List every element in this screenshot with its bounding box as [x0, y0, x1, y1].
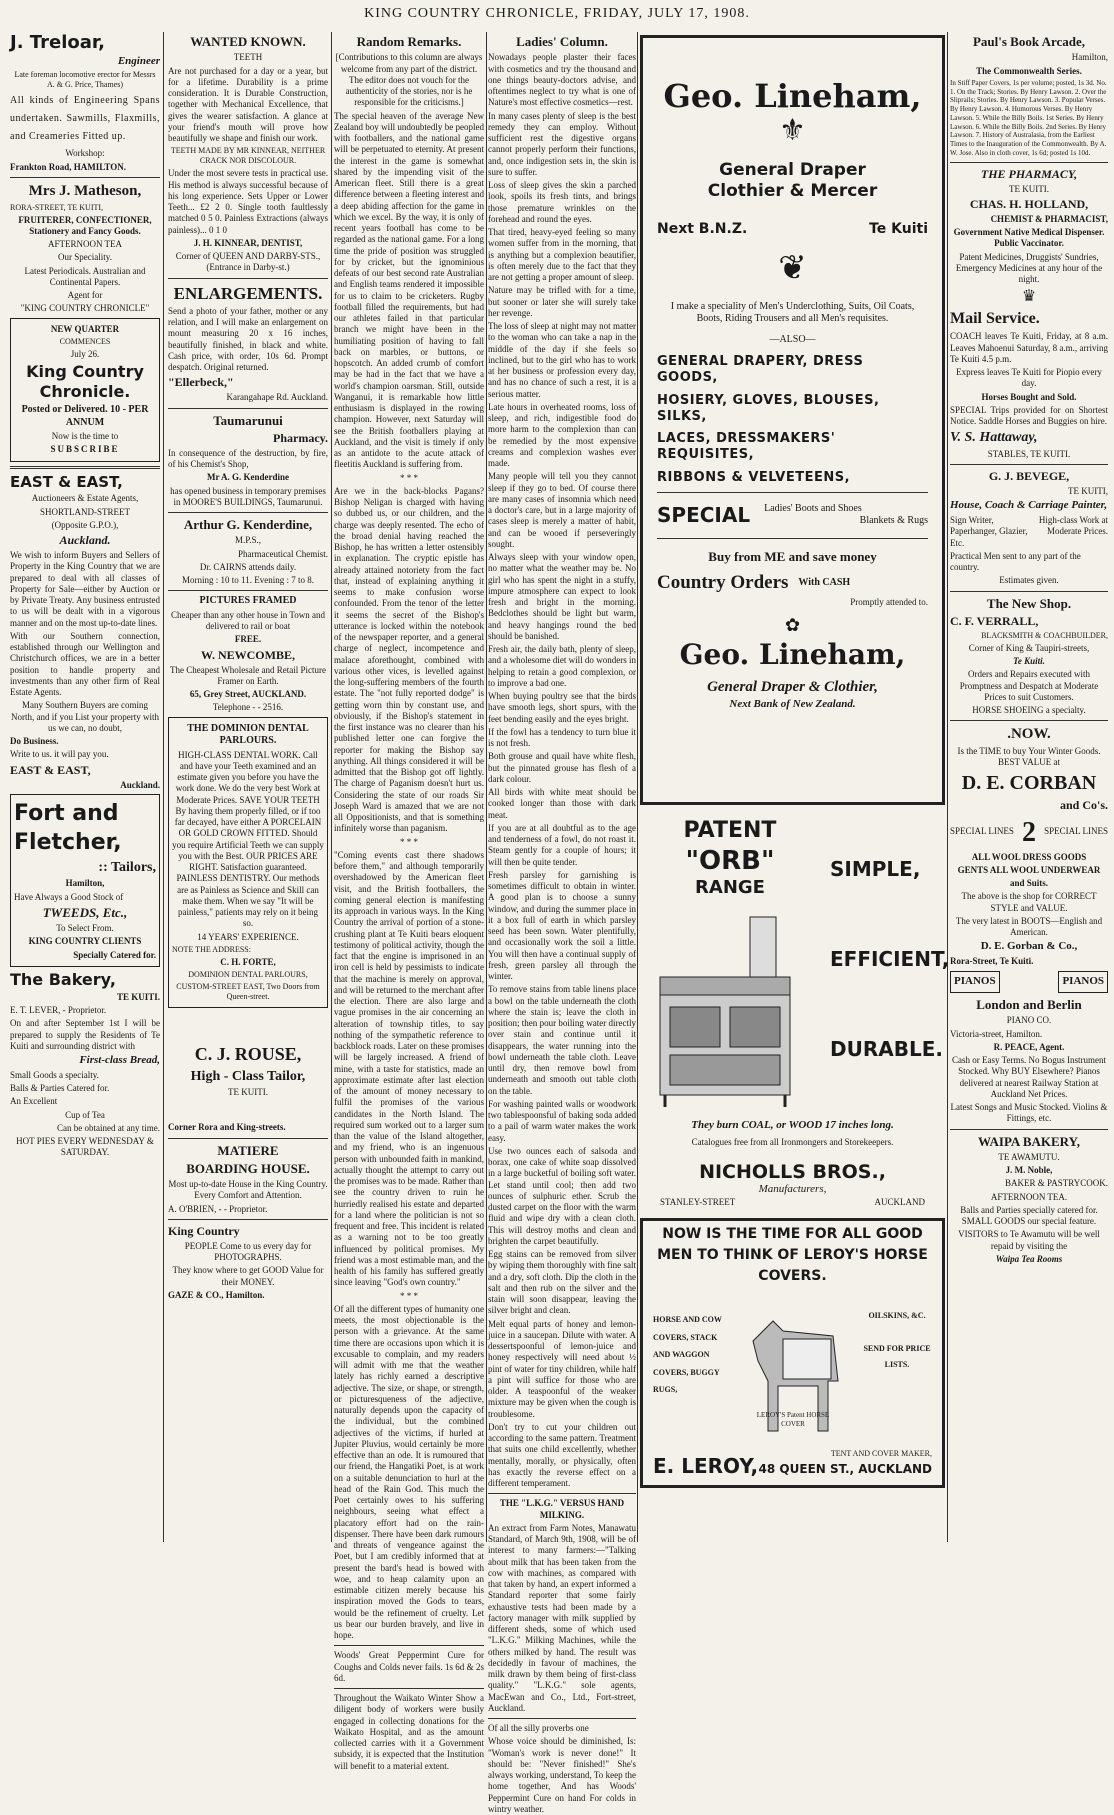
- rouse-name: C. J. ROUSE,: [194, 1044, 302, 1064]
- lc-p12: If the fowl has a tendency to turn blue it is not fresh.: [488, 726, 636, 748]
- dominion-box: [168, 717, 328, 1009]
- fort-role: :: Tailors,: [98, 859, 156, 875]
- bevege-name: G. J. BEVEGE,: [988, 469, 1070, 483]
- kinnear-name: J. H. KINNEAR, DENTIST,: [193, 237, 303, 248]
- coat-of-arms-icon: ♛: [1021, 288, 1037, 306]
- lb-addr: Victoria-street, Hamilton.: [950, 1028, 1043, 1039]
- fort-have: Have Always a Good Stock of: [14, 891, 124, 902]
- fort-city: Hamilton,: [65, 878, 105, 889]
- matheson-periodicals: Latest Periodicals. Australian and Continental Papers.: [24, 265, 146, 287]
- orb-burn: They burn COAL, or WOOD 17 inches long.: [691, 1119, 894, 1131]
- lineham-sp2: Blankets & Rugs: [859, 515, 928, 527]
- orb-name: "ORB": [685, 845, 775, 876]
- east-p3: Many Southern Buyers are coming North, and if you List your property with us we can, no doubt,: [11, 700, 159, 733]
- corban-sig: D. E. Gorban & Co.,: [980, 940, 1078, 953]
- matiere-house: BOARDING HOUSE.: [186, 1160, 310, 1176]
- leroy-addr: 48 QUEEN ST., AUCKLAND: [758, 1462, 932, 1476]
- pf-body: Cheaper than any other house in Town and delivered to rail or boat: [171, 609, 325, 631]
- bakery-town: TE KUITI.: [116, 991, 160, 1002]
- lc-p15: If you are at all doubtful as to the age and tenderness of a fowl, do not roast it. Steam gently for a couple of hours; it will then be quite tender.: [488, 822, 636, 867]
- lineham-next: Next B.N.Z.: [657, 220, 748, 237]
- rr-p6: Throughout the Waikato Winter Show a diligent body of workers were busily engaged in collecting donations for the Waikato Hospital, and as the amount collected carries with it a Government subsidy, it is expected that the Institution will benefit to a material extent.: [334, 1693, 484, 1771]
- shop-name: C. F. VERRALL,: [950, 613, 1039, 628]
- lb-songs: Latest Songs and Music Stocked. Violins & Fittings, etc.: [950, 1102, 1108, 1124]
- waipa-visit: VISITORS to Te Awamutu will be well repaid by visiting the: [958, 1229, 1100, 1251]
- treloar-workshop: Workshop:: [65, 148, 105, 159]
- pianos-box-1: PIANOS: [950, 971, 1000, 993]
- mail-horses: Horses Bought and Sold.: [981, 391, 1077, 402]
- kenderdine-mps: M.P.S.,: [234, 535, 261, 546]
- pharm-role: CHEMIST & PHARMACIST,: [990, 213, 1108, 224]
- waipa-town: TE AWAMUTU.: [998, 1151, 1060, 1162]
- fort-select: To Select From.: [56, 923, 114, 933]
- tulip-ornament-icon: ⚜: [779, 114, 806, 147]
- corban-wool2: GENTS ALL WOOL UNDERWEAR: [957, 864, 1101, 875]
- wanted-title: WANTED KNOWN.: [190, 34, 306, 49]
- lineham-role2: Clothier & Mercer: [707, 181, 878, 202]
- corban-name: D. E. CORBAN: [961, 771, 1097, 794]
- waipa-role: BAKER & PASTRYCOOK.: [1005, 1178, 1108, 1189]
- column-5: [640, 32, 950, 1542]
- matheson-trade: FRUITERER, CONFECTIONER, Stationery and Fancy Goods.: [18, 214, 152, 236]
- rr-p5: Woods' Great Peppermint Cure for Coughs and Colds never fails. 1s 6d & 2s 6d.: [334, 1650, 484, 1683]
- fort-name1: Fort and: [14, 800, 119, 826]
- lineham-l2: HOSIERY, GLOVES, BLOUSES, SILKS,: [657, 392, 880, 424]
- pf-addr: 65, Grey Street, AUCKLAND.: [189, 689, 307, 699]
- lc-p24: Of all the silly proverbs one: [488, 1723, 589, 1733]
- nq-date: July 26.: [70, 348, 100, 359]
- east-sig2: Auckland.: [120, 779, 160, 790]
- milk-title: THE "L.K.G." VERSUS HAND MILKING.: [499, 1498, 625, 1520]
- fort-catered: Specially Catered for.: [73, 949, 156, 960]
- lc-p25: Whose voice should be diminished, Is: "Woman's work is never done!" It should be: "Never finished!" She's always working, understand, To keep the home together, And has Woods' Peppermint Cure on hand For colds in wintry weather.: [488, 1736, 636, 1814]
- leroy-tent: TENT AND COVER MAKER,: [830, 1449, 932, 1458]
- lineham-role3: General Draper & Clothier,: [707, 678, 878, 695]
- taumarunui-name: Mr A. G. Kenderdine: [206, 472, 290, 483]
- lineham-prompt: Promptly attended to.: [850, 596, 928, 607]
- leroy-left: HORSE AND COW COVERS, STACK AND WAGGON COVERS, BUGGY RUGS,: [653, 1315, 722, 1395]
- treloar-note: Late foreman locomotive erector for Messrs A. & G. Price, Thames): [14, 70, 156, 90]
- treloar-body: All kinds of Engineering Spans undertaken. Sawmills, Flaxmills, and Creameries Fitted up.: [10, 95, 160, 143]
- rr-p1: The special heaven of the average New Zealand boy will undoubtedly be peopled with footballers, and the national game will be perpetuated to eternity. At present the interest in the game is somewhat shared by the impending visit of the American fleet. Still there is a great difference between a fleeting interest and a deep abiding affection for the game in which we excel. By the way, it is only of recent years football has come to be regarded as the national game. For a long time the pride of position was struggled for by cricket, but the ignominious defeats of our best second rate Australian and English teams rendered it impossible for us to claim to be cricketers. Rugby football filled the requirements, but had our athletes failed in that particular branch we might have been in the humiliating position of having to fall back on marbles, or buttons, or hopscotch. An added crumb of comfort may be had in the fact that we have a world's champion oarsman. Still, outside Wanganui, it is remarkable how little enthusiasm is displayed in the rowing champion. However, next Saturday will see the British footballers playing at Auckland, and the visit is timely if only as an antidote to the acute attack of fleetitis Auckland is suffering from.: [334, 110, 484, 470]
- gaze-body2: They know where to get GOOD Value for their MONEY.: [172, 1265, 324, 1287]
- corban-special: SPECIAL LINES: [950, 826, 1014, 837]
- bakery-excellent: An Excellent: [10, 1096, 58, 1107]
- fort-fletcher-box: [10, 794, 160, 967]
- treloar-role: Engineer: [117, 54, 160, 67]
- waipa-rooms: Waipa Tea Rooms: [995, 1253, 1063, 1264]
- orb-durable: DURABLE.: [830, 1037, 943, 1061]
- lc-p14: All birds with white meat should be cooked longer than those with dark meat.: [488, 787, 636, 820]
- dom-body: HIGH-CLASS DENTAL WORK. Call and have your Teeth examined and an estimate given you before you have the work done. We do the very best Work at Moderate Prices. SAVE YOUR TEETH By having them properly filled, or if too far decayed, have either A PORCELAIN OR GOLD CROWN FITTED. Should you require Artificial Teeth we can supply you with the Best. OUR PRICES ARE RIGHT. Satisfaction guaranteed. PAINLESS DENTISTRY. Our methods are as Painless as Science and Skill can make them. When we say "It will be painless," patients may rely on it being so.: [172, 749, 324, 929]
- east-city: Auckland.: [59, 533, 111, 547]
- waipa-name: J. M. Noble,: [1005, 1165, 1053, 1175]
- corban-suits: and Suits.: [1009, 878, 1049, 888]
- lc-p16: Fresh parsley for garnishing is sometimes difficult to obtain in winter. A good plan is to choose a sunny window, and during the summer place in it a box full of earth in which parsley seed has been sown. Water plentifully, and occasionally work the soil a little. You will then have a continual supply of fresh, green parsley all through the winter.: [488, 869, 636, 981]
- matheson-agent: Agent for: [67, 290, 103, 300]
- orb-patent: PATENT: [683, 818, 777, 843]
- waipa-balls: Balls and Parties specially catered for. SMALL GOODS our special feature.: [960, 1204, 1098, 1226]
- waipa-title: WAIPA BAKERY,: [977, 1133, 1081, 1149]
- lc-p5: Nature may be trifled with for a time, but sooner or later she will surely take her revenge.: [488, 285, 636, 318]
- orb-manufacturers: Manufacturers,: [758, 1183, 827, 1195]
- pf-title: PICTURES FRAMED: [199, 595, 297, 607]
- lc-p9: Always sleep with your window open, no matter what the weather may be. No girl who has spent the night in a stuffy, impure atmosphere can expect to look fresh and bright in the morning. Bedclothes should be light but warm, and heavy hangings round the bed should be banished.: [488, 552, 636, 641]
- orb-range-ad: [640, 817, 950, 1212]
- lc-p10: Fresh air, the daily bath, plenty of sleep, and a wholesome diet will do wonders in helping to retain a good complexion, or to improve a bad one.: [488, 644, 636, 688]
- mail-title: Mail Service.: [950, 310, 1040, 328]
- dom-note: NOTE THE ADDRESS:: [172, 944, 251, 954]
- corban-boots: The very latest in BOOTS—English and American.: [955, 915, 1103, 937]
- lb-co: PIANO CO.: [1006, 1015, 1052, 1026]
- pharm-name: CHAS. H. HOLLAND,: [969, 196, 1089, 211]
- east-name: EAST & EAST,: [10, 472, 123, 491]
- bakery-pies: HOT PIES EVERY WEDNESDAY & SATURDAY.: [16, 1136, 154, 1158]
- corban-above: The above is the shop for CORRECT STYLE and VALUE.: [961, 891, 1097, 913]
- east-p4: Do Business.: [10, 736, 59, 746]
- wanted-body: Are not purchased for a day or a year, but for a lifetime. Durability is a prime consideration. It is Durable Construction, together with Mechanical Excellence, that gives the wearer satisfaction. A glance at your friend's mouth will prove how beautifully we shape and finish our work.: [168, 65, 328, 143]
- mail-special: SPECIAL Trips provided for on Shortest Notice. Saddle Horses and Buggies on hire.: [950, 404, 1108, 426]
- now-body: Is the TIME to buy Your Winter Goods. BEST VALUE at: [957, 746, 1101, 768]
- lineham-l1: GENERAL DRAPERY, DRESS GOODS,: [657, 354, 864, 386]
- lc-p1: Nowadays people plaster their faces with cosmetics and try the thousand and one things beauty-doctors advise, and oftentimes neglect to try what is one of Nature's most effective cosmetics—rest.: [488, 52, 636, 108]
- pharm-title: THE PHARMACY,: [980, 166, 1078, 181]
- taumarunui-pharmacy: Pharmacy.: [273, 430, 328, 445]
- fort-tweeds: TWEEDS, Etc.,: [42, 904, 128, 920]
- taumarunui-body2: has opened business in temporary premises in MOORE'S BUILDINGS, Taumarunui.: [170, 485, 326, 507]
- leroy-horse-label: LEROY'S Patent HORSE COVER: [756, 1411, 830, 1428]
- nq-now: Now is the time to: [51, 431, 119, 441]
- rr-p3: "Coming events cast there shadows before them," and although temporarily overshadowed by the American fleet visit, and the British footballers, the coming general election is manifesting its approach in various ways. In the King Country the arrival of portion of a stone-crushing plant at Te Kuiti bears eloquent testimony of political activity, though the fact that the engine is imprisoned in an iron cell is held by pessimists to indicate that the machine is merely on approval, and will be returned to the merchant after the election. There are also large and vague promises in the air concerning an alteration of township titles, to say nothing of the sympathetic reference to backblock roads. Later on these promises will be largely increased. A friend of mine, with a taste for statistics, made an approximate estimate after last election of the amount of money necessary to fulfil the promises of the various candidates in the North Island. The required sum worked out to a larger sum than the value of the Island altogether, and my friend, who is an ingenuous person with unbounded faith in mankind, actually thought the attempt to carry out the promises was to be made. Rather than see the country driven to ruin he hurriedly realised his estate and departed for a land where the politician is not so frequent and free. This incident is related as a warning not to be too greatly influenced by political promises. My friend was a most estimable man, and the health of his family has suffered greatly since leaving "God's own country.": [334, 849, 484, 1288]
- bakery-prop: E. T. LEVER, - Proprietor.: [10, 1005, 107, 1015]
- bevege-role: House, Coach & Carriage Painter,: [950, 499, 1108, 512]
- column-4: [488, 32, 636, 1814]
- lc-p11: When buying poultry see that the birds have smooth legs, short spurs, with the feet bending easily and the eyes bright.: [488, 691, 636, 724]
- mail-stables: STABLES, TE KUITI.: [987, 448, 1071, 459]
- lineham-also: —ALSO—: [769, 333, 816, 345]
- lineham-spec: I make a speciality of Men's Underclothing, Suits, Oil Coats, Boots, Riding Trousers and all Men's requisites.: [670, 300, 915, 324]
- lineham-name2: Geo. Lineham,: [679, 637, 906, 671]
- pf-tel: Telephone - - 2516.: [212, 702, 284, 713]
- pharm-body: Patent Medicines, Druggists' Sundries, Emergency Medicines at any hour of the night.: [955, 251, 1103, 284]
- kenderdine-name: Arthur G. Kenderdine,: [183, 517, 313, 532]
- lb-agent: R. PEACE, Agent.: [993, 1041, 1065, 1052]
- nq-title: NEW QUARTER: [50, 323, 120, 334]
- pharm-town: TE KUITI.: [1009, 183, 1049, 194]
- bakery-obtain: Can be obtained at any time.: [57, 1122, 160, 1133]
- wanted-teeth-note: TEETH MADE BY MR KINNEAR, NEITHER CRACK NOR DISCOLOUR.: [170, 146, 326, 166]
- matheson-speciality: Our Speciality.: [58, 252, 112, 263]
- east-p1: We wish to inform Buyers and Sellers of Property in the King Country that we are prepared to deal with all classes of Property for Sale—either by Auction or by Private Treaty. Any business entrusted to us will be dealt with in a vigorous manner and on the most up-to-date lines.: [10, 550, 160, 628]
- mail-name: V. S. Hattaway,: [950, 430, 1038, 446]
- east-sig: EAST & EAST,: [10, 762, 91, 777]
- lc-p20: Egg stains can be removed from silver by wiping them thoroughly with fine salt and a dry, soft cloth. Dip the cloth in the salt and then rub on the silver and the stain will soon disappear, leaving the silver bright and clean.: [488, 1249, 636, 1316]
- kenderdine-cairns: Dr. CAIRNS attends daily.: [199, 561, 297, 572]
- orb-catalogues: Catalogues free from all Ironmongers and Storekeepers.: [691, 1137, 894, 1147]
- shop-horse: HORSE SHOEING a specialty.: [972, 705, 1086, 715]
- leroy-head: NOW IS THE TIME FOR ALL GOOD MEN TO THINK OF LEROY'S HORSE COVERS.: [657, 1226, 928, 1284]
- matheson-tea: AFTERNOON TEA: [47, 239, 123, 249]
- gaze-body: PEOPLE Come to us every day for PHOTOGRAPHS.: [184, 1240, 312, 1262]
- dom-addr: CUSTOM-STREET EAST, Two Doors from Queen-street.: [176, 982, 320, 1001]
- dom-forte: C. H. FORTE,: [220, 956, 276, 967]
- gaze-sig: GAZE & CO., Hamilton.: [168, 1289, 265, 1300]
- lineham-town: Te Kuiti: [869, 220, 928, 237]
- kenderdine-hours: Morning : 10 to 11. Evening : 7 to 8.: [182, 575, 314, 585]
- dom-parlours: DOMINION DENTAL PARLOURS,: [188, 970, 308, 979]
- ellerbeck-addr: Karangahape Rd. Auckland.: [226, 392, 328, 403]
- orb-range: RANGE: [695, 877, 765, 898]
- lineham-cash: With CASH: [798, 576, 851, 588]
- lineham-name: Geo. Lineham,: [663, 77, 922, 115]
- lc-p22: Don't try to cut your children out according to the same pattern. Treatment that suits one child excellently, whether mentally, morally, or physically, often has exactly the reverse effect on a different temperament.: [488, 1421, 636, 1488]
- rouse-role: High - Class Tailor,: [190, 1068, 306, 1084]
- taumarunui-title: Taumarunui: [213, 412, 283, 428]
- corban-wool1: ALL WOOL DRESS GOODS: [971, 851, 1087, 862]
- lineham-country: Country Orders: [657, 572, 789, 593]
- ladies-column-title: Ladies' Column.: [516, 34, 608, 49]
- fort-clients: KING COUNTRY CLIENTS: [28, 936, 142, 947]
- fort-name2: Fletcher,: [14, 830, 122, 856]
- paul-body: In Stiff Paper Covers, 1s per volume; posted, 1s 3d. No. 1. On the Track; Stories. By Henry Lawson. 2. Over the Sliprails; Stories. By Henry Lawson. 3. Popular Verses. By Henry Lawson. 4. Humorous Verses. By Henry Lawson. 5. While the Billy Boils. 1st Series. By Henry Lawson. 6. While the Billy Boils. 2nd Series. By Henry Lawson. 7. History of Australasia, from the Earliest Times to the Inauguration of the Commonwealth. By A. W. Jose. Also in cloth cover, 1s 6d; posted 1s 10d.: [950, 78, 1107, 157]
- lc-p8: Many people will tell you they cannot sleep if they go to bed. Of course there are many cases of insomnia which need a doctor's care, but in a large majority of cases sleep is merely a matter of habit, and can be wooed if perseveringly sought.: [488, 471, 636, 549]
- mail-exp: Express leaves Te Kuiti for Piopio every day.: [956, 367, 1102, 389]
- bakery-p1: On and after September 1st I will be prepared to supply the Residents of Te Kuiti and surrounding district with: [10, 1018, 160, 1051]
- nq-commences: COMMENCES: [59, 336, 111, 346]
- nq-paper: King Country Chronicle.: [26, 362, 144, 401]
- lineham-role1: General Draper: [719, 160, 866, 180]
- orb-efficient: EFFICIENT,: [830, 947, 950, 971]
- pf-free: FREE.: [234, 634, 262, 645]
- wanted-body2: Under the most severe tests in practical use. His method is always successful because of his long experience. Sets Upper or Lower Teeth... £2 2 0. Single tooth faultlessly matched 0 5 0. Painless Extractions (always painless)... 0 1 0: [168, 168, 328, 235]
- nq-subscribe: SUBSCRIBE: [50, 444, 120, 455]
- matheson-kcc: "KING COUNTRY CHRONICLE": [20, 303, 150, 314]
- column-6: [950, 32, 1108, 1542]
- matiere-title: MATIERE: [217, 1142, 279, 1158]
- random-remarks-title: Random Remarks.: [356, 34, 462, 49]
- bevege-estimates: Estimates given.: [999, 575, 1059, 586]
- enlargements-body: Send a photo of your father, mother or any relation, and I will make an enlargement on mount measuring 20 x 16 inches, beautifully finished, in black and white. Cash price, with order, 10s 6d. Prompt despatch. Original returned.: [168, 305, 328, 372]
- east-opp: (Opposite G.P.O.),: [51, 519, 119, 530]
- new-quarter-box: [10, 318, 160, 462]
- lc-p21: Melt equal parts of honey and lemon-juice in a saucepan. Dilute with water. A dessertspoonful of lemon-juice and honey respectively will need about ½ pint of water for tiny children, while half a pint will suffice for those who are older. A teaspoonful of the weaker mixture may be given when the cough is troublesome.: [488, 1318, 636, 1419]
- lc-p23: An extract from Farm Notes, Manawatu Standard, of March 9th, 1908, will be of interest to many farmers:—"Talking about milk that has been taken from the cow with machines, as compared with that taken by hand, an expert informed a Standard reporter that some fairly exhaustive tests had been made by a factory manager with milk supplied by different sheds, some of which used "L.K.G." Milking Machines, while the others milked by hand. The result was decidedly in favour of machines, the milk drawn by them being of first-class quality." "L.K.G." sole agents, MacEwan and Co., Ltd., Fort-street, Auckland.: [488, 1522, 636, 1713]
- kinnear-addr: Corner of QUEEN AND DARBY-STS., (Entrance in Darby-st.): [175, 251, 321, 273]
- new-shop-title: The New Shop.: [986, 595, 1072, 611]
- matheson-name: Mrs J. Matheson,: [28, 182, 142, 199]
- bakery-bread: First-class Bread,: [79, 1054, 160, 1066]
- matiere-body: Most up-to-date House in the King Country. Every Comfort and Attention.: [168, 1179, 328, 1201]
- rr-p4: Of all the different types of humanity one meets, the most objectionable is the person with a grievance. At the same time there are occasions upon which it is excusable to complain, and my readers will admit with me that the weather lately has richly earned a descriptive adjective. The size, or shape, or strength, or picturesqueness of the adjective, naturally depends upon the capacity of the individual, but the combined adjectives of the victims, if hurled at Jupiter Pluvius, would certainly be more effective than an ode. It is rumoured that our friend, the Hangatiki Poet, is at work on a suitable denunciation to hurl at the head of the Rain God. This much the Poet certainly owes to his suffering neighbours, seeing what effect a placatory effort had on the rain-dispenser. There have been dark rumours and threats of vengeance against the Poet, but I am credibly informed that at present the bard's head is bowed with woe, and to heap calamity upon an estimable citizen merely because his inspiration moved the Gods to tears, would be the refinement of cruelty. Let us bear our burden bravely, and live in hope.: [334, 1303, 484, 1640]
- flower-ornament-icon: ✿: [784, 615, 801, 635]
- lc-p3: Loss of sleep gives the skin a parched look, spoils its fresh tints, and brings those premature wrinkles on the forehead and round the eyes.: [488, 180, 636, 224]
- bevege-practical: Practical Men sent to any part of the country.: [950, 550, 1081, 572]
- lc-p2: In many cases plenty of sleep is the best remedy they can employ. Without sufficient rest the digestive organs cannot properly perform their functions, and, once indigestion sets in, the skin is sure to suffer.: [488, 110, 636, 177]
- taumarunui-body: In consequence of the destruction, by fire, of his Chemist's Shop,: [168, 447, 328, 469]
- rr-intro: [Contributions to this column are always welcome from any part of the district. The editor does not vouch for the authenticity of the stories, nor is he responsible for the criticisms.]: [335, 52, 483, 108]
- dom-title: THE DOMINION DENTAL PARLOURS.: [187, 722, 309, 746]
- dom-exp: 14 YEARS' EXPERIENCE.: [197, 931, 299, 942]
- waipa-tea: AFTERNOON TEA.: [990, 1191, 1068, 1202]
- treloar-name: J. Treloar,: [10, 32, 105, 53]
- lineham-l4: RIBBONS & VELVETEENS,: [657, 469, 851, 485]
- column-3: Random Remarks. [Contributions to this column are always welcome from any part of the district. The editor does not vouch for the authenticity of the stories, nor is he responsible for the criticisms.] The special heaven of the average New Zealand boy will undoubtedly be peopled with footballers, and the national game will be perpetuated to eternity. At present the interest in the game is somewhat shared by the impending visit of the American fleet. Still there is a great difference between a fleeting interest and a deep abiding affection for the game in which we excel. By the way, it is only of recent years football has come to be regarded as the national game. For a long time the pride of position was struggled for by cricket, but the ignominious defeats of our best second rate Australian and English teams rendered it impossible for us to claim to be cricketers. Rugby football filled the requirements, but had our athletes failed in that particular branch we might have been in the humiliating position of having to fall back on marbles, or buttons, or hopscotch. An added crumb of comfort may be had in the fact that we have a world's champion oarsman. Still, outside Wanganui, it is remarkable how little enthusiasm is displayed in the rowing champion. However, next Saturday will see the British footballers playing at Auckland, and the visit is timely if only as an antidote to the acute attack of fleetitis Auckland is suffering from. * * * Are we in the back-blocks Pagans? Bishop Neligan is charged with having so dubbed us, or our children, and the charge was deeply resented. The echo of the broad denial having reached the Bishop, he has written a letter ostensibly in explanation. The cryptic epistle has already attained notoriety from the fact that, instead of explaining anything it seems to make confusion worse confounded. From the tenor of the letter it seems the secret of the Bishop's utterance is locked within the notebook of the newspaper reporter, and a general charge of neglect, incompetence and malace aforethought, combined with various other vices, is levelled against the long-suffering members of the fourth estate. The "not fully reported dodge" is getting worn thin by constant use, and obviously, if the Bishop's statement in the first instance was no clearer than his published letter one can forgive the reporter for making the Bishop say anything. All things considered it will be admitted that the Bishop got off lightly. The charge of Paganism doesn't hurt us. Considering the state of our roads Sir Joseph Ward is amazed that we are not all Oppositionists, and that is something infinitely worse than paganism. * * * "Coming events cast there shadows before them," and although temporarily overshadowed by the American fleet visit, and the British footballers, the coming general election is manifesting its approach in various ways. In the King Country the arrival of portion of a stone-crushing plant at Te Kuiti bears eloquent testimony of political activity, though the fact that the engine is imprisoned in an iron cell is held by pessimists to indicate that the machine is merely on approval, and will be returned to the merchant after the election. There are also large and vague promises in the air concerning an alteration of township titles, to say nothing of the sympathetic reference to backblock roads. Later on these promises will be largely increased. A friend of mine, with a taste for statistics, made an approximate estimate after last election of the amount of money necessary to fulfil the promises of the various candidates in the North Island. The required sum worked out to a larger sum than the value of the Island altogether, and my friend, who is an ingenuous person with unbounded faith in mankind, actually thought the attempt to carry out the promises was to be made. Rather than see the country driven to ruin he hurriedly realised his estate and departed for a land where the politician is not so frequent and free. This incident is related as a warning not to be too greatly influenced by political promises. My friend was a most estimable man, and the health of his family has suffered greatly since leaving "God's own country." * * * Of all the different types of humanity one meets, the most objectionable is the person with a grievance. At the same time there are occasions upon which it is excusable to complain, and my readers will admit with me that the weather lately has richly earned a descriptive adjective. The size, or shape, or strength, or picturesqueness of the adjective, naturally depends upon the capacity of the individual, but the combined adjectives of the victims, if hurled at Jupiter Pluvius, would certainly be more effective than an ode. It is rumoured that our friend, the Hangatiki Poet, is at work on a suitable denunciation to hurl at the head of the Rain God. This much the Poet certainly owes to his suffering neighbours, seeing what effect a placatory effort had on the rain-dispenser. There have been dark rumours and threats of vengeance against the Poet, but I am credibly informed that at present the bard's head is bowed with woe, and to heap calamity upon an estimable citizen merely because his inspiration moved the Gods to tears, would be the refinement of cruelty. Let us bear our burden bravely, and live in hope. Woods' Great Peppermint Cure for Coughs and Colds never fails. 1s 6d & 2s 6d. Throughout the Waikato Winter Show a diligent body of workers were busily engaged in collecting donations for the Waikato Hospital, and as the amount collected carries with it a Government subsidy, it is expected that the Institution will benefit to a material extent.: [334, 34, 484, 1771]
- orb-simple: SIMPLE,: [830, 857, 921, 881]
- orb-street: STANLEY-STREET: [660, 1197, 736, 1207]
- scroll-ornament-icon: ❦: [778, 250, 807, 287]
- shop-body: Orders and Repairs executed with Promptness and Despatch at Moderate Prices to suit Customers.: [959, 669, 1099, 702]
- bevege-high: High-class Work at Moderate Prices.: [1038, 515, 1108, 537]
- shop-town: Te Kuiti.: [1013, 656, 1045, 666]
- matheson-address: RORA-STREET, TE KUITI,: [10, 202, 104, 212]
- pf-name: W. NEWCOMBE,: [201, 647, 295, 662]
- nq-price: Posted or Delivered. 10 - PER ANNUM: [21, 404, 149, 428]
- lineham-l3: LACES, DRESSMAKERS' REQUISITES,: [657, 431, 836, 463]
- shop-role: BLACKSMITH & COACHBUILDER,: [981, 630, 1108, 640]
- lc-p4: That tired, heavy-eyed feeling so many women suffer from in the morning, that is anything but a complexion beautifier, is often merely due to the fact that they are not getting a proper amount of sleep.: [488, 227, 636, 282]
- leroy-oilskins: OILSKINS, &C.: [868, 1311, 926, 1320]
- ellerbeck-name: "Ellerbeck,": [168, 375, 234, 390]
- lb-title: London and Berlin: [976, 997, 1082, 1012]
- east-p2: With our Southern connection, established through our Wellington and Christchurch offices, we are in a better position to handle property and investments than any other firm of Real Estate Agents.: [10, 630, 160, 697]
- east-street: SHORTLAND-STREET: [40, 506, 130, 517]
- orb-maker: NICHOLLS BROS.,: [699, 1161, 886, 1183]
- east-role: Auctioneers & Estate Agents,: [31, 493, 139, 504]
- treloar-address: Frankton Road, HAMILTON.: [10, 161, 127, 172]
- bakery-cup: Cup of Tea: [65, 1109, 105, 1120]
- lc-p19: Use two ounces each of salsoda and borax, one cake of white soap dissolved in a large bucketful of boiling soft water. Let stand until cool; then add two ounces of sulphuric ether. Scrub the dusted carpet on the floor with the warm fluid and wipe dry with a clean cloth. This will destroy moths and clean and brighten the carpet beautifully.: [488, 1145, 636, 1246]
- lb-body: Cash or Easy Terms. No Bogus Instrument Stocked. Why BUY Elsewhere? Pianos delivered at nearest Railway Station at Auckland Net Prices.: [952, 1055, 1106, 1099]
- mail-body: COACH leaves Te Kuiti, Friday, at 8 a.m. Leaves Mahoenui Saturday, 8 a.m., arriving Te Kuiti 4.5 p.m.: [950, 331, 1108, 364]
- rr-p2: Are we in the back-blocks Pagans? Bishop Neligan is charged with having so dubbed us, or our children, and the charge was deeply resented. The echo of the broad denial having reached the Bishop, he has written a letter ostensibly in explanation. The cryptic epistle has already attained notoriety from the fact that, instead of explaining anything it seems to make confusion worse confounded. From the tenor of the letter it seems the secret of the Bishop's utterance is locked within the notebook of the newspaper reporter, and a general charge of neglect, incompetence and malace aforethought, combined with various other vices, is levelled against the long-suffering members of the fourth estate. The "not fully reported dodge" is getting worn thin by constant use, and obviously, if the Bishop's statement in the first instance was no clearer than his published letter one can forgive the reporter for making the Bishop say anything. All things considered it will be admitted that the Bishop got off lightly. The charge of Paganism doesn't hurt us. Considering the state of our roads Sir Joseph Ward is amazed that we are not all Oppositionists, and that is something infinitely worse than paganism.: [334, 485, 484, 834]
- shop-addr: Corner of King & Taupiri-streets,: [968, 642, 1090, 653]
- orb-city: AUCKLAND: [874, 1197, 925, 1207]
- pf-desc: The Cheapest Wholesale and Retail Picture Framer on Earth.: [169, 664, 327, 686]
- enlargements-title: ENLARGEMENTS.: [173, 283, 323, 303]
- bevege-town: TE KUITI,: [1068, 486, 1108, 496]
- corban-num: 2: [1022, 816, 1036, 848]
- masthead: KING COUNTRY CHRONICLE, FRIDAY, JULY 17, 1908.: [364, 6, 750, 21]
- paul-title: Paul's Book Arcade,: [972, 34, 1086, 49]
- pharm-gov: Government Native Medical Dispenser. Public Vaccinator.: [953, 227, 1105, 249]
- stove-illustration: [650, 917, 800, 1107]
- corban-co: and Co's.: [1059, 797, 1108, 812]
- lineham-ad: [640, 35, 945, 805]
- column-1: [10, 32, 160, 1542]
- bakery-small: Small Goods a specialty.: [10, 1069, 99, 1080]
- lineham-next2: Next Bank of New Zealand.: [729, 698, 856, 711]
- leroy-send: SEND FOR PRICE LISTS.: [863, 1344, 931, 1369]
- lc-p17: To remove stains from table linens place a bowl on the table underneath the cloth where the stain is; leave the cloth in position; then pour boiling water directly over stain and continue until it disappears, the water running into the bowl underneath the table cloth. Leave until dry, then remove bowl from underneath and smooth out table cloth on the table.: [488, 984, 636, 1096]
- kenderdine-chem: Pharmaceutical Chemist.: [238, 548, 328, 559]
- lineham-sp1: Ladies' Boots and Shoes: [764, 502, 862, 514]
- lc-p13: Both grouse and quail have white flesh, but the pinnated grouse has flesh of a dark colour.: [488, 751, 636, 784]
- corban-special2: SPECIAL LINES: [1044, 826, 1108, 837]
- matiere-prop: A. O'BRIEN, - - Proprietor.: [168, 1203, 268, 1214]
- wanted-teeth: TEETH: [233, 52, 263, 63]
- lc-p18: For washing painted walls or woodwork two tablespoonsful of baking soda added to a pail of warm water makes the work easy.: [488, 1098, 636, 1143]
- leroy-name: E. LEROY,: [653, 1454, 759, 1478]
- corban-addr: Rora-Street, Te Kuiti.: [950, 956, 1034, 966]
- gaze-kc: King Country: [168, 1223, 240, 1238]
- bakery-balls: Balls & Parties Catered for.: [10, 1083, 110, 1093]
- pianos-box-2: PIANOS: [1058, 971, 1108, 993]
- lineham-buy: Buy from ME and save money: [708, 548, 877, 564]
- paul-town: Hamilton,: [1071, 52, 1108, 63]
- rouse-addr: Corner Rora and King-streets.: [168, 1122, 286, 1133]
- lc-p6: The loss of sleep at night may not matter to the woman who can take a nap in the middle of the day if she feels so inclined, but to the girl who has to work at her business or profession every day, and has no chance of such a rest, it is a serious matter.: [488, 321, 636, 399]
- column-2: [168, 32, 328, 1542]
- now-title: .NOW.: [1007, 726, 1051, 743]
- lc-p7: Late hours in overheated rooms, loss of sleep, and rich, indigestible food do more harm to the complexion than can be remedied by the most expensive creams and complexion washes ever made.: [488, 401, 636, 468]
- east-p5: Write to us. it will pay you.: [10, 749, 109, 760]
- bevege-sign: Sign Writer, Paperhanger, Glazier, Etc.: [950, 515, 1028, 548]
- paul-series: The Commonwealth Series.: [976, 65, 1082, 76]
- lineham-special: SPECIAL: [657, 502, 751, 527]
- leroy-ad: [640, 1218, 945, 1488]
- bakery-name: The Bakery,: [10, 969, 116, 989]
- rouse-town: TE KUITI.: [228, 1087, 268, 1097]
